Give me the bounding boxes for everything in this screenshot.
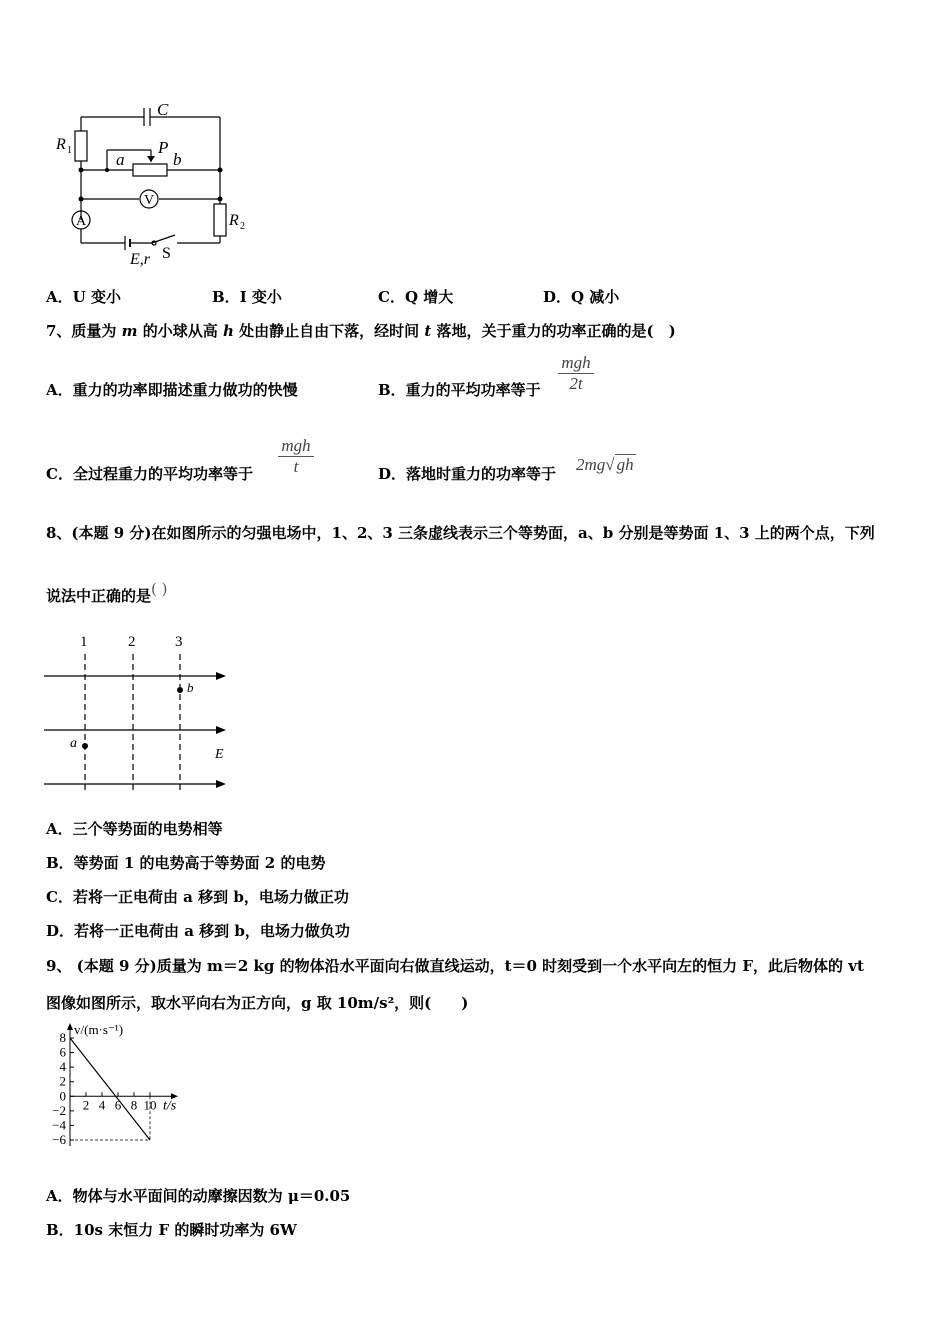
point-b-label: b bbox=[187, 680, 194, 695]
x-tick-label: 10 bbox=[143, 1097, 157, 1113]
label-c: C bbox=[157, 100, 169, 119]
q7-option-d: D．落地时重力的功率等于 bbox=[378, 465, 557, 483]
q8-option-b: B．等势面 1 的电势高于等势面 2 的电势 bbox=[46, 854, 326, 872]
equipotential-label-2: 2 bbox=[128, 634, 136, 650]
equipotential-label-3: 3 bbox=[175, 634, 183, 650]
y-tick-label: −6 bbox=[52, 1132, 66, 1147]
y-tick-label: 4 bbox=[59, 1059, 66, 1075]
q6-option-d: D．Q 减小 bbox=[543, 288, 620, 306]
y-tick-label: 8 bbox=[59, 1030, 66, 1045]
x-tick-label: 4 bbox=[98, 1097, 106, 1113]
y-tick-label: 6 bbox=[59, 1044, 66, 1060]
label-r2: R bbox=[229, 212, 239, 229]
q8-option-a: A．三个等势面的电势相等 bbox=[46, 820, 223, 838]
label-ammeter: A bbox=[76, 214, 87, 229]
x-tick-label: 2 bbox=[82, 1097, 90, 1113]
x-tick-label: 6 bbox=[114, 1097, 122, 1113]
q7-option-b: B．重力的平均功率等于 bbox=[378, 381, 541, 399]
label-r1-sub: 1 bbox=[67, 145, 72, 156]
q6-option-b: B．I 变小 bbox=[212, 288, 282, 306]
label-r2-sub: 2 bbox=[240, 221, 245, 232]
q8-option-c: C．若将一正电荷由 a 移到 b，电场力做正功 bbox=[46, 888, 349, 906]
q8-stem-line2: 说法中正确的是( ) bbox=[46, 580, 168, 605]
q8-stem-line1: 8、(本题 9 分)在如图所示的匀强电场中，1、2、3 三条虚线表示三个等势面，a、b 分别是等势面 1、3 上的两个点，下列 bbox=[46, 524, 875, 542]
label-s: S bbox=[162, 245, 171, 262]
q9-option-b: B．10s 末恒力 F 的瞬时功率为 6W bbox=[46, 1221, 297, 1239]
x-axis-label: t/s bbox=[163, 1098, 177, 1114]
q8-option-d: D．若将一正电荷由 a 移到 b，电场力做负功 bbox=[46, 922, 350, 940]
label-er: E,r bbox=[130, 251, 150, 268]
q6-option-c: C．Q 增大 bbox=[378, 288, 454, 306]
q7-option-a: A．重力的功率即描述重力做功的快慢 bbox=[46, 381, 298, 399]
q6-option-a: A．U 变小 bbox=[46, 288, 121, 306]
y-tick-label: −2 bbox=[52, 1102, 66, 1118]
q7-option-c: C．全过程重力的平均功率等于 bbox=[46, 465, 253, 483]
y-axis-arrow bbox=[67, 1023, 73, 1030]
q9-stem-line2: 图像如图所示，取水平向右为正方向，g 取 10m/s²，则( ) bbox=[46, 994, 469, 1012]
vt-chart bbox=[40, 1020, 200, 1150]
series-line-v bbox=[70, 1038, 150, 1140]
q9-stem-line1: 9、 (本题 9 分)质量为 m＝2 kg 的物体沿水平面向右做直线运动，t＝0 时刻受到一个水平向左的恒力 F，此后物体的 vt bbox=[46, 957, 864, 975]
label-a: a bbox=[116, 150, 125, 169]
field-e-label: E bbox=[215, 747, 224, 762]
y-tick-label: 0 bbox=[59, 1088, 66, 1104]
q7-option-b-fraction: mgh 2t bbox=[558, 353, 594, 394]
y-axis-label: v/(m·s⁻¹) bbox=[74, 1022, 124, 1037]
x-tick-label: 8 bbox=[130, 1097, 138, 1113]
label-p: P bbox=[158, 138, 169, 157]
q7-stem: 7、质量为 m 的小球从高 h 处由静止自由下落，经时间 t 落地，关于重力的功率正确的是( ) bbox=[46, 322, 676, 340]
point-a-label: a bbox=[70, 736, 77, 751]
circuit-diagram bbox=[50, 95, 260, 270]
q9-option-a: A．物体与水平面间的动摩擦因数为 μ＝0.05 bbox=[46, 1187, 351, 1205]
electric-field-diagram bbox=[40, 628, 240, 793]
equipotential-label-1: 1 bbox=[80, 634, 88, 650]
y-tick-label: 2 bbox=[59, 1073, 66, 1089]
q7-option-d-expression: 2mg√ gh bbox=[576, 455, 634, 474]
label-v: V bbox=[144, 193, 155, 208]
label-b: b bbox=[173, 150, 182, 169]
label-r1: R bbox=[56, 136, 66, 153]
y-tick-label: −4 bbox=[52, 1117, 66, 1133]
q7-option-c-fraction: mgh t bbox=[278, 436, 314, 477]
